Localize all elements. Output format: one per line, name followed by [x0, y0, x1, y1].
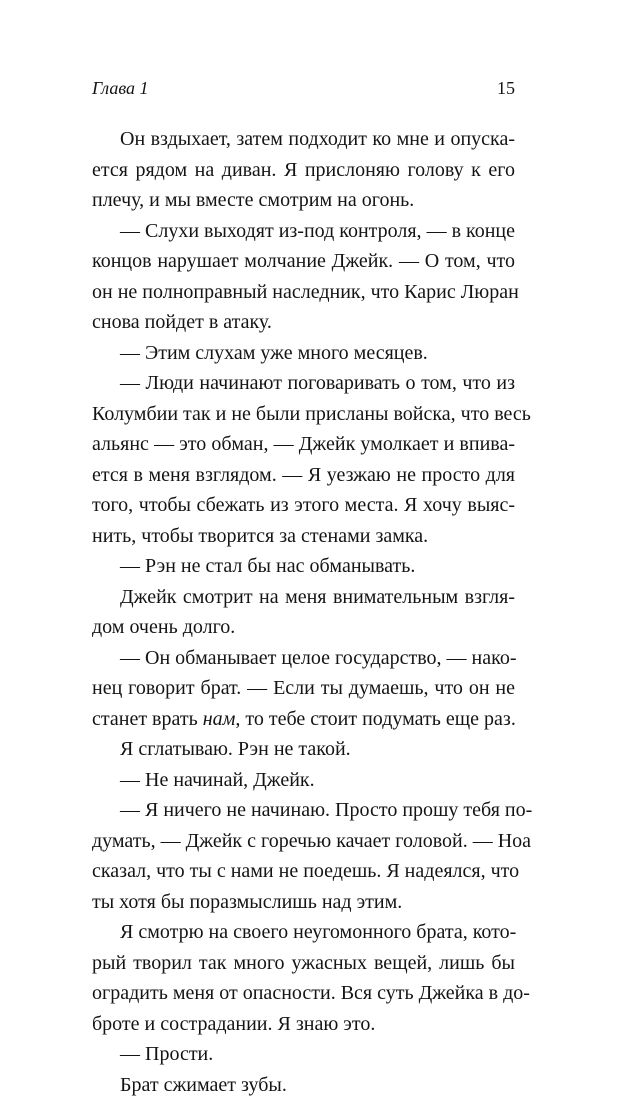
- text-line: нить, чтобы творится за стенами замка.: [92, 521, 515, 552]
- text-line: — Не начинай, Джейк.: [92, 765, 515, 796]
- text-line: Я смотрю на своего неугомонного брата, кото-: [92, 917, 515, 948]
- text-line: нец говорит брат. — Если ты думаешь, что он не: [92, 673, 515, 704]
- text-line: ется рядом на диван. Я прислоняю голову к его: [92, 155, 515, 186]
- text-line: — Слухи выходят из-под контроля, — в конце: [92, 216, 515, 247]
- text-line: концов нарушает молчание Джейк. — О том, что: [92, 246, 515, 277]
- text-segment: станет врать: [92, 708, 203, 730]
- text-line: дом очень долго.: [92, 612, 515, 643]
- chapter-title: Глава 1: [92, 74, 149, 102]
- text-line: — Он обманывает целое государство, — нако-: [92, 643, 515, 674]
- page-body: [92, 124, 515, 1100]
- text-line: Джейк смотрит на меня внимательным взгля-: [92, 582, 515, 613]
- text-line: он не полноправный наследник, что Карис Люран: [92, 277, 515, 308]
- text-line: [92, 704, 515, 735]
- text-line: сказал, что ты с нами не поедешь. Я надеялся, что: [92, 856, 515, 887]
- text-line: Колумбии так и не были присланы войска, что весь: [92, 399, 515, 430]
- text-line: плечу, и мы вместе смотрим на огонь.: [92, 185, 515, 216]
- text-line: альянс — это обман, — Джейк умолкает и впива-: [92, 429, 515, 460]
- text-segment: , то тебе стоит подумать еще раз.: [235, 708, 515, 730]
- text-line: — Рэн не стал бы нас обманывать.: [92, 551, 515, 582]
- text-line: рый творил так много ужасных вещей, лишь бы: [92, 948, 515, 979]
- text-line: Он вздыхает, затем подходит ко мне и опуска-: [92, 124, 515, 155]
- text-line: Я сглатываю. Рэн не такой.: [92, 734, 515, 765]
- text-line: думать, — Джейк с горечью качает головой. — Ноа: [92, 826, 515, 857]
- text-line: — Прости.: [92, 1039, 515, 1070]
- running-header: [92, 74, 515, 102]
- text-line: снова пойдет в атаку.: [92, 307, 515, 338]
- italic-emphasis: нам: [203, 708, 236, 730]
- text-line: — Люди начинают поговаривать о том, что из: [92, 368, 515, 399]
- text-line: — Этим слухам уже много месяцев.: [92, 338, 515, 369]
- text-line: оградить меня от опасности. Вся суть Джейка в до-: [92, 978, 515, 1009]
- text-line: броте и сострадании. Я знаю это.: [92, 1009, 515, 1040]
- page-number: 15: [497, 74, 515, 102]
- text-line: Брат сжимает зубы.: [92, 1070, 515, 1100]
- text-line: — Я ничего не начинаю. Просто прошу тебя по-: [92, 795, 515, 826]
- text-line: ется в меня взглядом. — Я уезжаю не просто для: [92, 460, 515, 491]
- text-line: ты хотя бы поразмыслишь над этим.: [92, 887, 515, 918]
- text-line: того, чтобы сбежать из этого места. Я хочу выяс-: [92, 490, 515, 521]
